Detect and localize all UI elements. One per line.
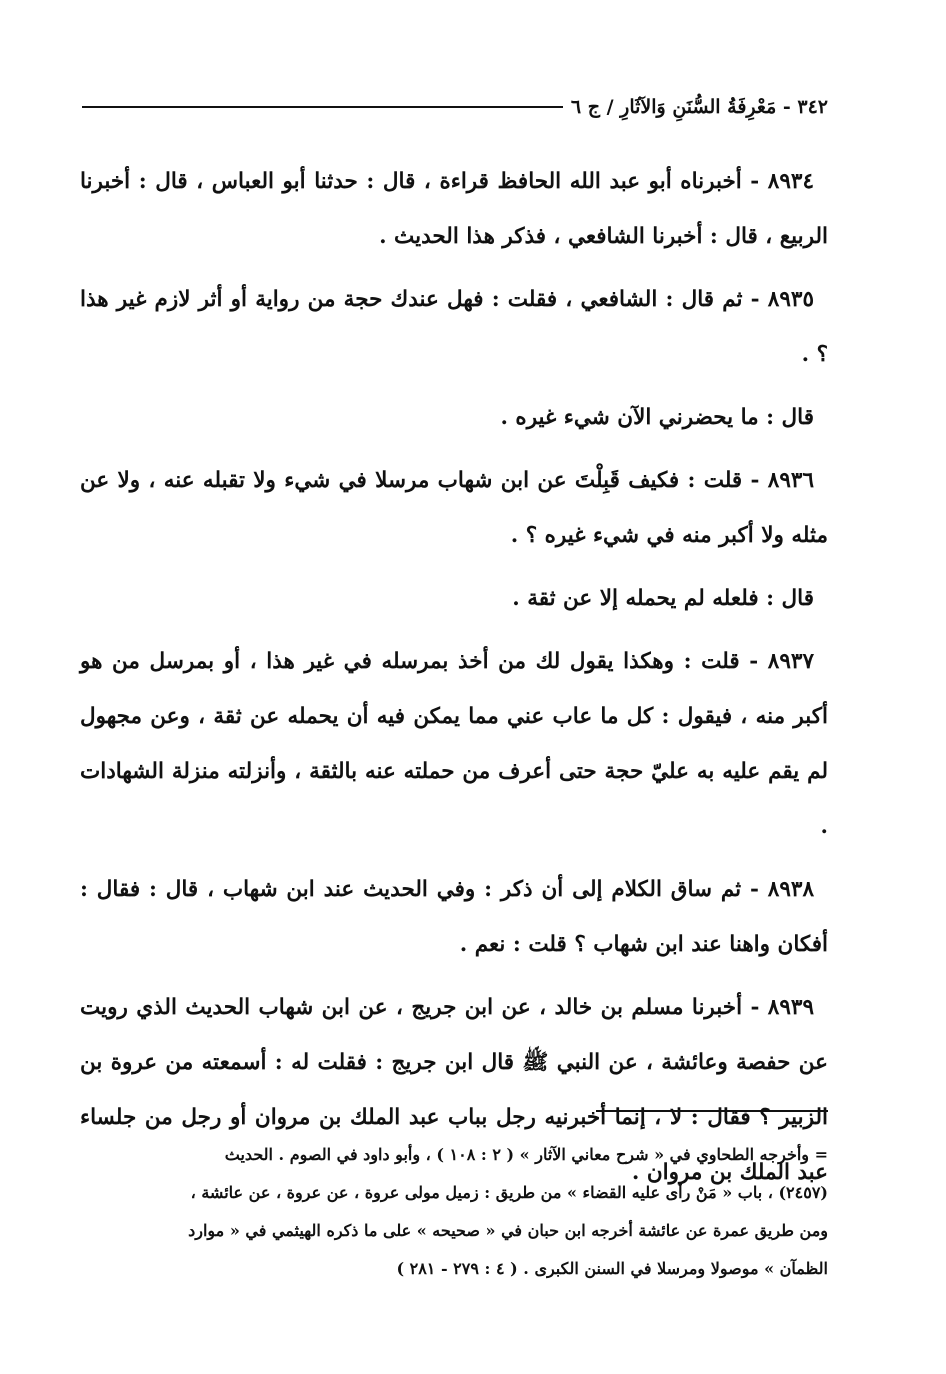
hadith-paragraph-8938 <box>80 862 828 972</box>
running-head-text: ٣٤٢ - مَعْرِفَةُ السُّنَنِ وَالآثَارِ / ج ٦ <box>570 96 828 118</box>
hadith-paragraph-8937 <box>80 634 828 854</box>
hadith-text: - ثم ساق الكلام إلى أن ذكر : وفي الحديث عند ابن شهاب ، قال : فقال : أفكان واهنا عند ابن شهاب ؟ قلت : نعم . <box>80 877 828 957</box>
main-text <box>80 154 828 1200</box>
hadith-number: ٨٩٣٤ <box>767 169 814 194</box>
hadith-text: - ثم قال : الشافعي ، فقلت : فهل عندك حجة من رواية أو أثر لازم غير هذا ؟ . <box>80 287 828 367</box>
hadith-number: ٨٩٣٨ <box>767 877 814 902</box>
hadith-number: ٨٩٣٥ <box>767 287 814 312</box>
running-head <box>80 90 828 124</box>
dialogue-paragraph <box>80 571 828 626</box>
hadith-number: ٨٩٣٩ <box>767 995 814 1020</box>
hadith-number: ٨٩٣٦ <box>767 468 814 493</box>
dialogue-paragraph <box>80 390 828 445</box>
footnote-line: ومن طريق عمرة عن عائشة أخرجه ابن حبان في « صحيحه » على ما ذكره الهيثمي في « موارد <box>188 1221 828 1240</box>
footnote-rule <box>596 1110 828 1112</box>
footnote-line: (٢٤٥٧) ، باب « مَنْ رأى عليه القضاء » من طريق : زميل مولى عروة ، عن عروة ، عن عائشة ، <box>190 1183 828 1202</box>
hadith-number: ٨٩٣٧ <box>767 649 814 674</box>
hadith-text: - أخبرناه أبو عبد الله الحافظ قراءة ، قال : حدثنا أبو العباس ، قال : أخبرنا الربيع ، قال : أخبرنا الشافعي ، فذكر هذا الحديث . <box>80 169 828 249</box>
dialogue-text: قال : فلعله لم يحمله إلا عن ثقة . <box>512 586 814 611</box>
header-rule <box>82 106 563 108</box>
hadith-paragraph-8936 <box>80 453 828 563</box>
footnotes <box>80 1136 828 1288</box>
book-page <box>80 90 828 1334</box>
hadith-paragraph-8935 <box>80 272 828 382</box>
dialogue-text: قال : ما يحضرني الآن شيء غيره . <box>500 405 814 430</box>
hadith-text: - قلت : فكيف قَبِلْتَ عن ابن شهاب مرسلا في شيء ولا تقبله عنه ، ولا عن مثله ولا أكبر منه في شيء غيره ؟ . <box>80 468 828 548</box>
footnote-line: الظمآن » موصولا ومرسلا في السنن الكبرى . ( ٤ : ٢٧٩ - ٢٨١ ) <box>396 1259 828 1278</box>
footnote-line: = وأخرجه الطحاوي في « شرح معاني الآثار » ( ٢ : ١٠٨ ) ، وأبو داود في الصوم . الحديث <box>224 1145 828 1164</box>
hadith-paragraph-8934 <box>80 154 828 264</box>
hadith-text: - أخبرنا مسلم بن خالد ، عن ابن جريج ، عن ابن شهاب الحديث الذي رويت عن حفصة وعائشة ، عن النبي ﷺ قال ابن جريج : فقلت له : أسمعته من عروة بن الزبير ؟ فقال : لا ، إنما أخبرنيه رجل بباب عبد الملك بن مروان أو رجل من جلساء عبد الملك بن مروان . <box>80 995 828 1185</box>
hadith-text: - قلت : وهكذا يقول لك من أخذ بمرسله في غير هذا ، أو بمرسل من هو أكبر منه ، فيقول : كل ما عاب عني مما يمكن فيه أن يحمله عن ثقة ، وعن مجهول لم يقم عليه به عليّ حجة حتى أعرف من حملته عنه بالثقة ، وأنزلته منزلة الشهادات . <box>80 649 828 839</box>
